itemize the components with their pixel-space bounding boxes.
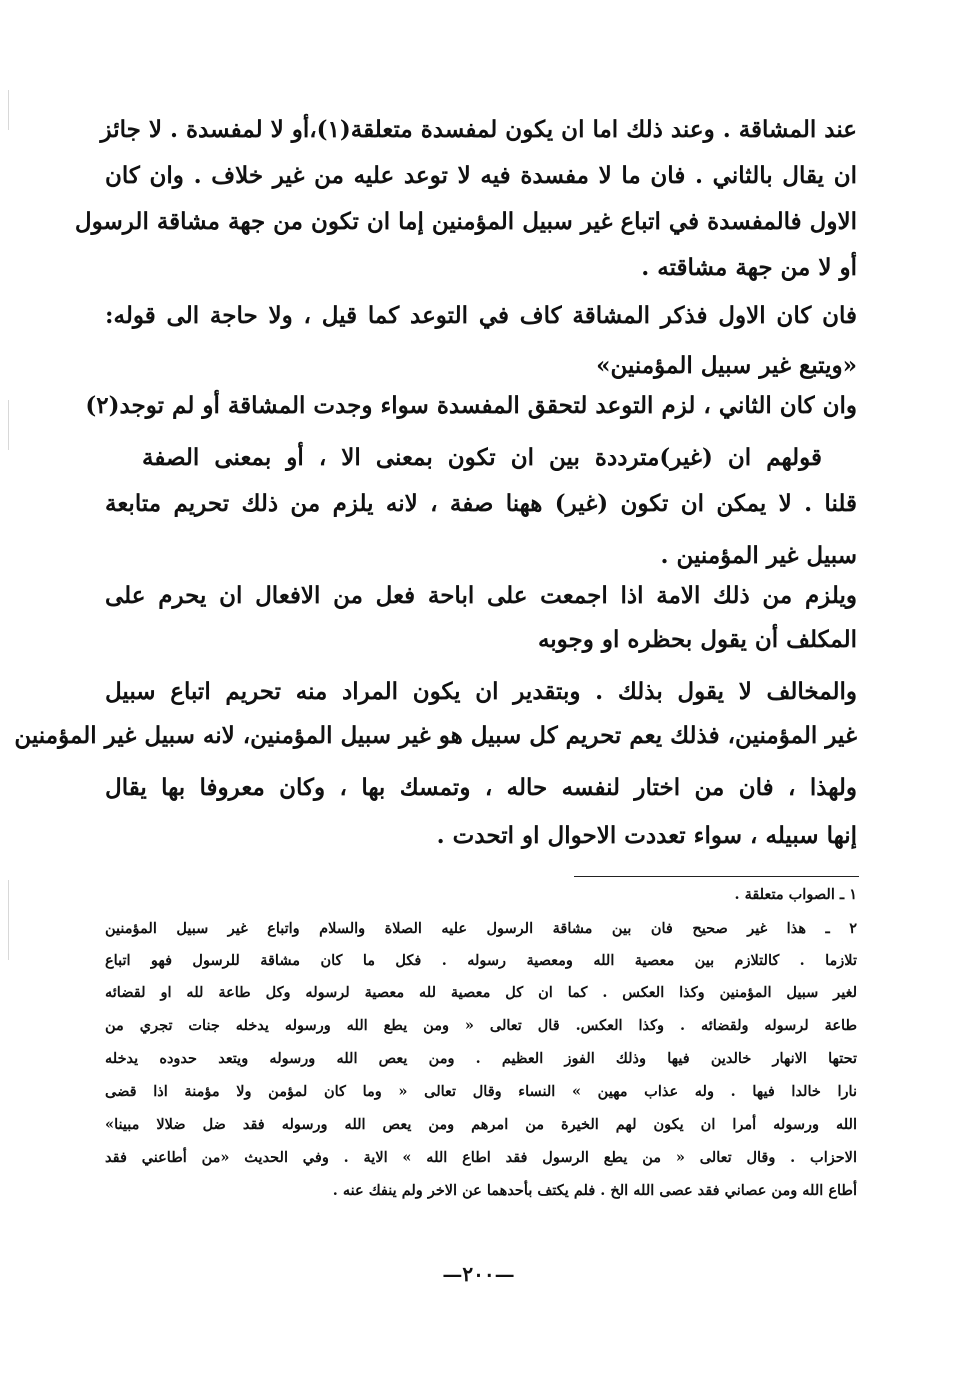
footnote-line: طاعة لرسوله ولقضائه . وكذا العكس. قال تعالى « ومن يطع الله ورسوله يدخله جنات تجري من	[105, 1017, 857, 1034]
body-line: فان كان الاول فذكر المشاقة كاف في التوعد كما قيل ، ولا حاجة الى قوله:	[105, 302, 857, 329]
footnote-line: تلازما . كالتلازم بين معصية الله ومعصية رسوله . فكل ما كان مشاقة للرسول فهو اتباع	[105, 952, 857, 969]
body-line: عند المشاقة . وعند ذلك اما ان يكون لمفسدة متعلقة(١)،أو لا لمفسدة . لا جائز	[100, 116, 857, 143]
footnote-line: نارا خالدا فيها . وله عذاب مهين » النساء وقال تعالى « وما كان لمؤمن ولا مؤمنة اذا قضى	[105, 1083, 857, 1100]
footnote-line: ١ ـ الصواب متعلقة .	[734, 886, 857, 903]
scan-margin-mark	[8, 90, 9, 130]
body-line: سبيل غير المؤمنين .	[660, 542, 857, 569]
footnote-line: ٢ ـ هذا غير صحيح فان بين مشاقة الرسول عليه الصلاة والسلام واتباع غير سبيل المؤمنين	[105, 920, 857, 937]
scan-margin-mark	[8, 400, 9, 450]
body-line: ويلزم من ذلك الامة اذا اجمعت على اباحة فعل من الافعال ان يحرم على	[105, 582, 857, 609]
body-line: إنها سبيله ، سواء تعددت الاحوال او اتحدت .	[436, 822, 857, 849]
footnote-line: أطاع الله ومن عصاني فقد عصى الله الخ . فلم يكتف بأحدهما عن الاخر ولم ينفك عنه .	[332, 1182, 857, 1199]
body-line: ان يقال بالثاني . فان ما لا مفسدة فيه لا توعد عليه من غير خلاف . وان كان	[105, 162, 857, 189]
footnote-separator	[574, 876, 859, 877]
body-line: ولهذا ، فان من اختار لنفسه حاله ، وتمسك بها ، وكان معروفا بها يقال	[105, 774, 857, 801]
body-line: أو لا من جهة مشاقته .	[641, 254, 857, 281]
body-line: «ويتبع غير سبيل المؤمنين»	[596, 352, 857, 379]
body-line: وان كان الثاني ، لزم التوعد لتحقق المفسدة سواء وجدت المشاقة أو لم توجد(٢)	[85, 392, 857, 419]
footnote-line: تحتها الانهار خالدين فيها وذلك الفوز العظيم . ومن يعص الله ورسوله ويتعد حدوده يدخله	[105, 1050, 857, 1067]
footnote-line: الله ورسوله أمرا ان يكون لهم الخيرة من امرهم ومن يعص الله ورسوله فقد ضل ضلالا مبينا»	[105, 1116, 857, 1133]
body-line: والمخالف لا يقول بذلك . وبتقدير ان يكون المراد منه تحريم اتباع سبيل	[105, 678, 857, 705]
body-line: المكلف أن يقول بحظره او وجوبه	[537, 626, 857, 653]
page-number: —٢٠٠—	[442, 1262, 515, 1286]
body-line: قولهم ان (غير)مترددة بين ان تكون بمعنى الا ، أو بمعنى الصفة	[142, 444, 822, 471]
footnote-line: لغير سبيل المؤمنين وكذا العكس . كما ان كل معصية لله معصية لرسوله وكل طاعة لله او لقضائه	[105, 984, 857, 1001]
body-line: الاول فالمفسدة في اتباع غير سبيل المؤمنين إما ان تكون من جهة مشاقة الرسول	[74, 208, 857, 235]
scan-margin-mark	[8, 880, 9, 960]
body-line: قلنا . لا يمكن ان تكون (غير) ههنا صفة ، لانه يلزم من ذلك تحريم متابعة	[105, 490, 857, 517]
footnote-line: الاحزاب . وقال تعالى « من يطع الرسول فقد اطاع الله » الاية . وفي الحديث «من أطاعني فقد	[105, 1149, 857, 1166]
body-line: غير المؤمنين، فذلك يعم تحريم كل سبيل هو غير سبيل المؤمنين، لانه سبيل غير المؤمنين	[14, 722, 857, 749]
